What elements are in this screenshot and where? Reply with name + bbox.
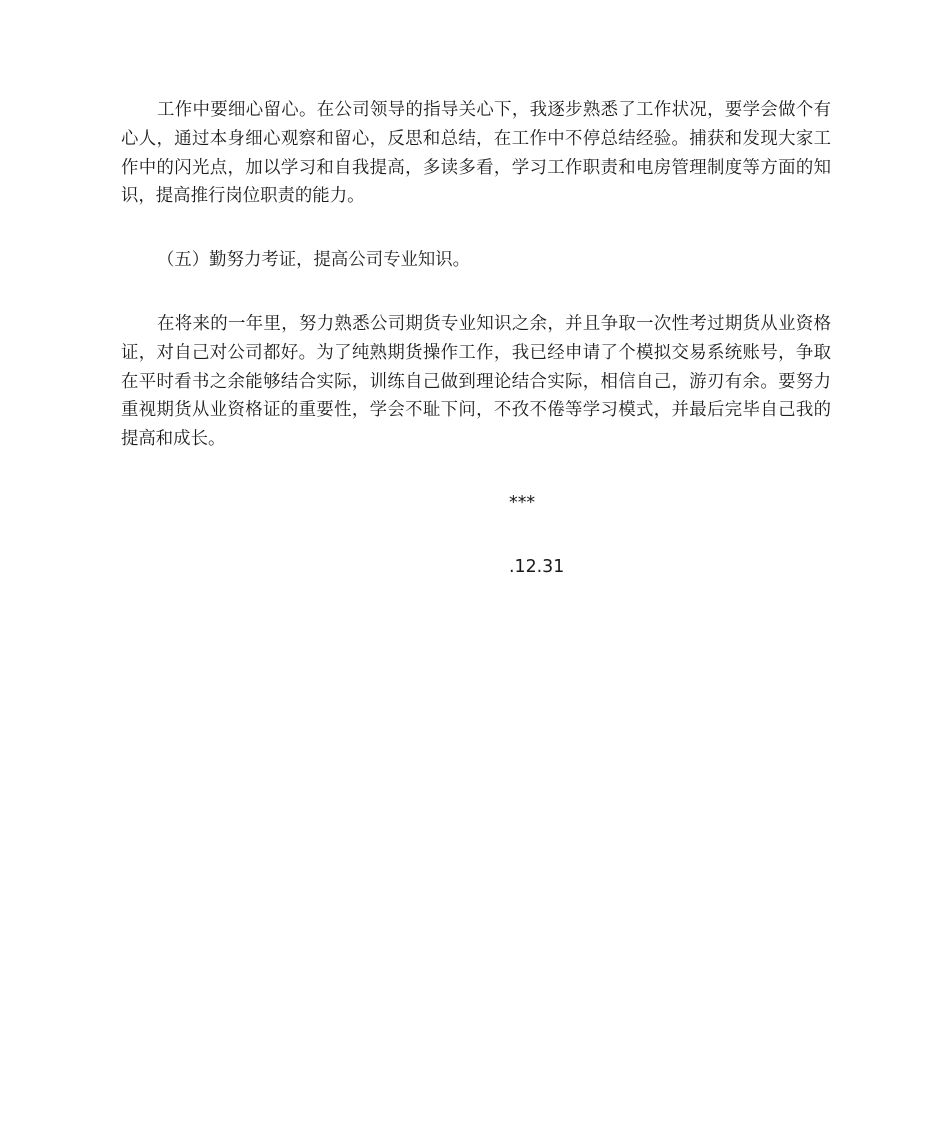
paragraph-certification-plan: 在将来的一年里，努力熟悉公司期货专业知识之余，并且争取一次性考过期货从业资格证，对自己对公司都好。为了纯熟期货操作工作，我已经申请了个模拟交易系统账号，争取在平时看书之余能够结合实际，训练自己做到理论结合实际，相信自己，游刃有余。要努力重视期货从业资格证的重要性，学会不耻下问，不孜不倦等学习模式，并最后完毕自己我的提高和成长。: [121, 313, 831, 450]
document-body: [121, 96, 831, 582]
paragraph-work-attentiveness: 工作中要细心留心。在公司领导的指导关心下，我逐步熟悉了工作状况，要学会做个有心人，通过本身细心观察和留心，反思和总结，在工作中不停总结经验。捕获和发现大家工作中的闪光点，加以学习和自我提高，多读多看，学习工作职责和电房管理制度等方面的知识，提高推行岗位职责的能力。: [121, 100, 831, 207]
signature-name: ***: [509, 492, 536, 513]
signature-date: .12.31: [509, 556, 565, 577]
section-heading-five: （五）勤努力考证，提高公司专业知识。: [157, 250, 471, 271]
